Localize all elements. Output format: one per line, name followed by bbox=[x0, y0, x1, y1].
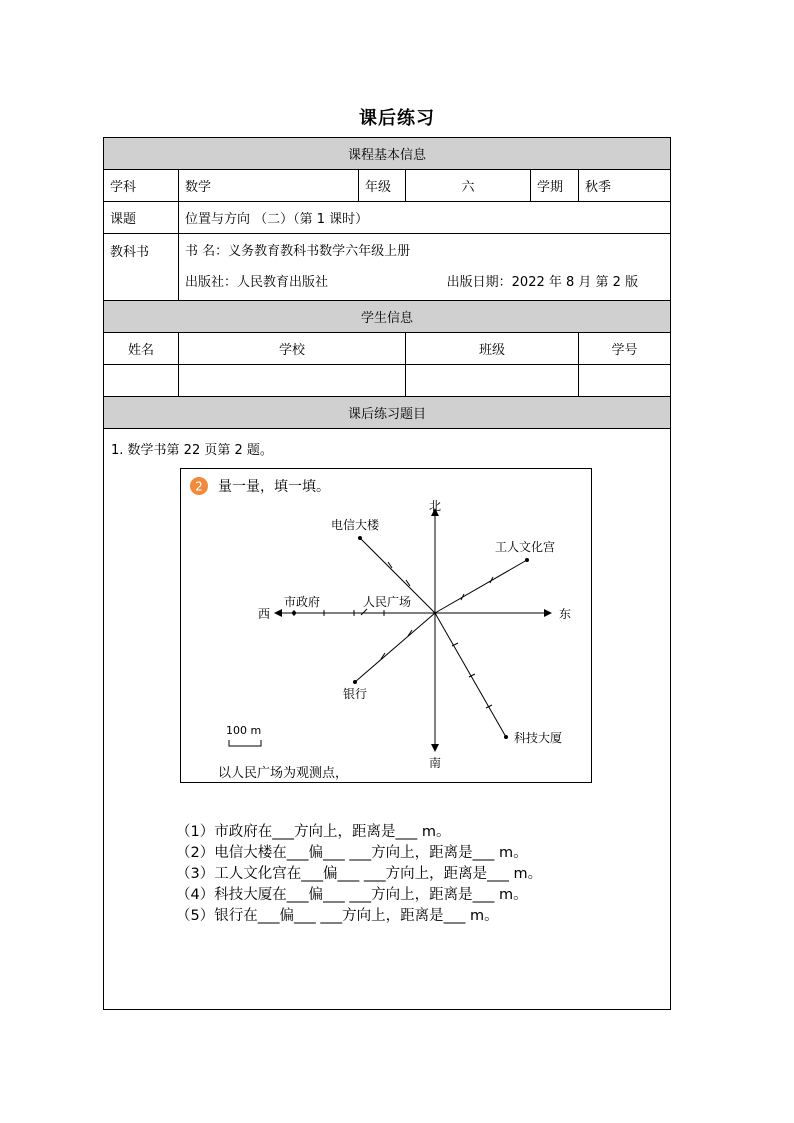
east-label: 东 bbox=[559, 607, 572, 621]
page-title: 课后练习 bbox=[359, 108, 435, 129]
scale-label: 100 m bbox=[226, 724, 262, 737]
section-student-info: 学生信息 bbox=[104, 301, 671, 333]
topic-label: 课题 bbox=[104, 202, 179, 234]
direction-diagram bbox=[181, 469, 591, 782]
label-keji: 科技大厦 bbox=[514, 731, 563, 745]
grade-value: 六 bbox=[406, 170, 531, 202]
student-id-input-cell[interactable] bbox=[579, 365, 671, 397]
publisher-line bbox=[185, 267, 664, 298]
publish-date: 出版日期：2022 年 8 月 第 2 版 bbox=[446, 275, 639, 290]
section-course-info: 课程基本信息 bbox=[104, 138, 671, 170]
subject-value: 数学 bbox=[179, 170, 359, 202]
badge-number: 2 bbox=[195, 479, 203, 494]
west-label: 西 bbox=[258, 607, 271, 621]
label-shizhengfu: 市政府 bbox=[284, 595, 321, 609]
question-list bbox=[176, 822, 542, 927]
figure-instruction: 量一量，填一填。 bbox=[218, 479, 330, 495]
name-input-cell[interactable] bbox=[104, 365, 179, 397]
question-3: （3）工人文化宫在___偏___ ___方向上，距离是___ m。 bbox=[176, 866, 543, 882]
publisher: 出版社：人民教育出版社 bbox=[185, 275, 329, 290]
question-2: （2）电信大楼在___偏___ ___方向上，距离是___ m。 bbox=[176, 845, 528, 861]
label-yinhang: 银行 bbox=[343, 687, 368, 701]
worksheet-table bbox=[103, 137, 671, 1010]
ray-gongren bbox=[435, 560, 527, 613]
label-renmin: 人民广场 bbox=[363, 595, 412, 609]
figure-caption: 以人民广场为观测点， bbox=[218, 766, 349, 781]
class-input-cell[interactable] bbox=[406, 365, 579, 397]
scale-bar bbox=[229, 740, 261, 746]
topic-value: 位置与方向 （二）（第 1 课时） bbox=[179, 202, 671, 234]
section-exercise: 课后练习题目 bbox=[104, 397, 671, 429]
question-4: （4）科技大厦在___偏___ ___方向上，距离是___ m。 bbox=[176, 887, 528, 903]
book-name: 书 名：义务教育教科书数学六年级上册 bbox=[185, 244, 411, 259]
textbook-info bbox=[179, 234, 671, 301]
exercise-title: 1. 数学书第 22 页第 2 题。 bbox=[111, 443, 273, 458]
direction-figure bbox=[180, 468, 592, 783]
north-label: 北 bbox=[429, 499, 442, 513]
textbook-label: 教科书 bbox=[104, 234, 179, 301]
question-1: （1）市政府在___方向上，距离是___ m。 bbox=[176, 824, 451, 840]
location-points bbox=[292, 536, 529, 739]
grade-label: 年级 bbox=[359, 170, 406, 202]
exercise-content bbox=[104, 429, 671, 1010]
subject-label: 学科 bbox=[104, 170, 179, 202]
header-class: 班级 bbox=[406, 333, 579, 365]
tick-marks bbox=[294, 562, 493, 708]
ray-yinhang bbox=[355, 613, 435, 682]
label-gongren: 工人文化宫 bbox=[495, 540, 556, 554]
question-5: （5）银行在___偏___ ___方向上，距离是___ m。 bbox=[176, 908, 499, 924]
header-name: 姓名 bbox=[104, 333, 179, 365]
ray-keji bbox=[435, 613, 506, 737]
header-student-id: 学号 bbox=[579, 333, 671, 365]
term-value: 秋季 bbox=[579, 170, 671, 202]
header-school: 学校 bbox=[179, 333, 406, 365]
label-dianxin: 电信大楼 bbox=[331, 518, 380, 532]
term-label: 学期 bbox=[531, 170, 579, 202]
south-label: 南 bbox=[429, 756, 442, 770]
school-input-cell[interactable] bbox=[179, 365, 406, 397]
